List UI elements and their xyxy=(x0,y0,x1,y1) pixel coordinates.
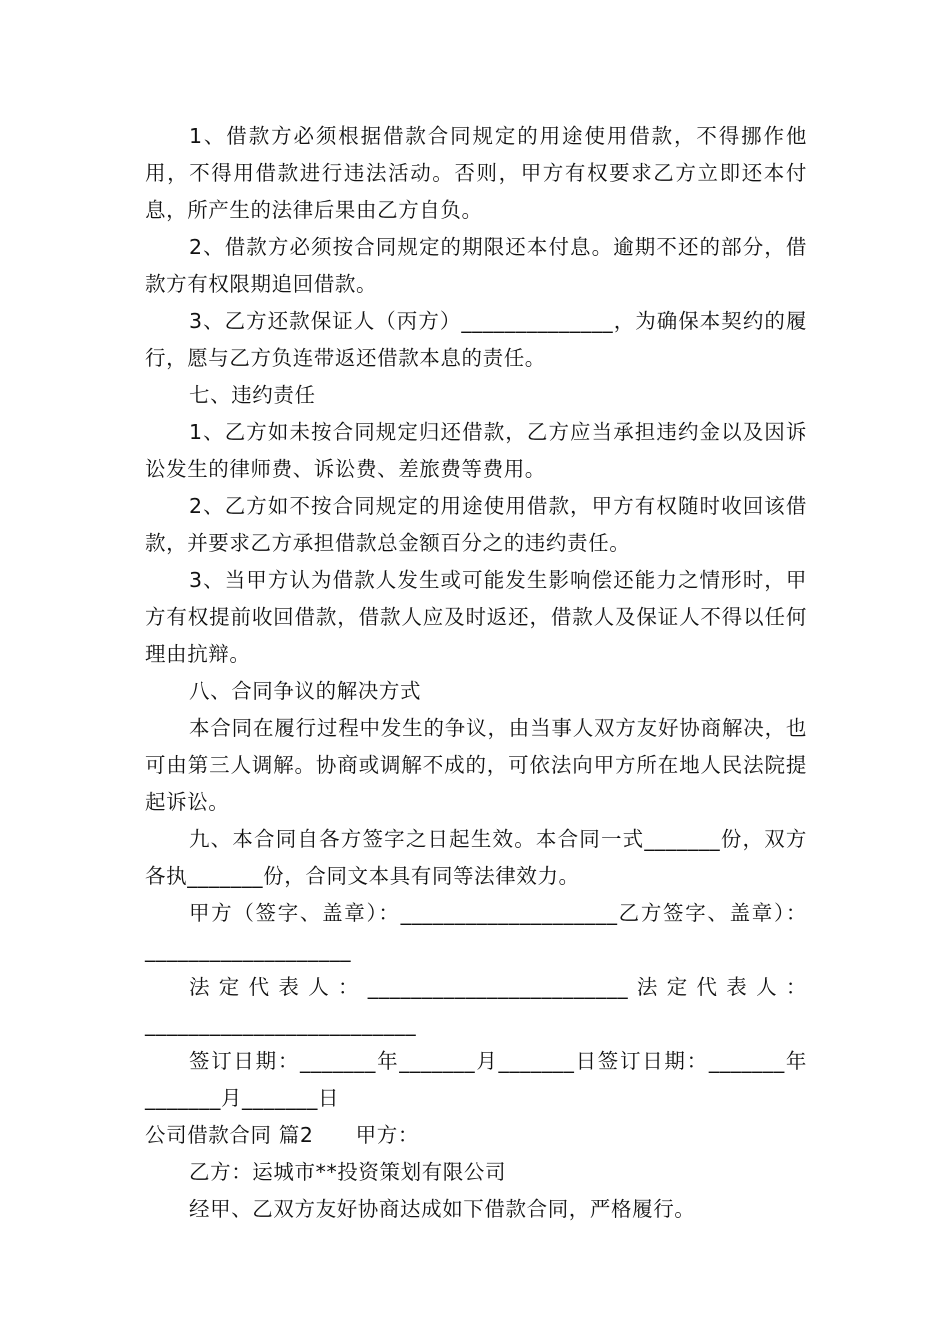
document-body xyxy=(145,118,807,1228)
section-7-heading: 七、违约责任 xyxy=(189,383,316,407)
clause-6-item-2: 2、借款方必须按合同规定的期限还本付息。逾期不还的部分，借款方有权限期追回借款。 xyxy=(145,235,807,296)
agreement-intro: 经甲、乙双方友好协商达成如下借款合同，严格履行。 xyxy=(189,1197,696,1221)
clause-6-item-3: 3、乙方还款保证人（丙方）______________，为确保本契约的履行，愿与乙方负连带返还借款本息的责任。 xyxy=(145,309,807,370)
section-9-body: 九、本合同自各方签字之日起生效。本合同一式_______份，双方各执_______份，合同文本具有同等法律效力。 xyxy=(145,827,807,888)
party-b-line: 乙方：运城市**投资策划有限公司 xyxy=(189,1160,507,1184)
contract-2-heading: 公司借款合同 篇2 甲方： xyxy=(145,1123,419,1147)
section-8-heading: 八、合同争议的解决方式 xyxy=(189,679,422,703)
clause-7-item-1: 1、乙方如未按合同规定归还借款，乙方应当承担违约金以及因诉讼发生的律师费、诉讼费、差旅费等费用。 xyxy=(145,420,807,481)
legal-rep-line: 法定代表人：________________________法定代表人：_________________________ xyxy=(145,975,807,1036)
clause-7-item-2: 2、乙方如不按合同规定的用途使用借款，甲方有权随时收回该借款，并要求乙方承担借款总金额百分之的违约责任。 xyxy=(145,494,807,555)
clause-7-item-3: 3、当甲方认为借款人发生或可能发生影响偿还能力之情形时，甲方有权提前收回借款，借款人应及时返还，借款人及保证人不得以任何理由抗辩。 xyxy=(145,568,807,666)
clause-8-body: 本合同在履行过程中发生的争议，由当事人双方友好协商解决，也可由第三人调解。协商或调解不成的，可依法向甲方所在地人民法院提起诉讼。 xyxy=(145,716,807,814)
clause-6-item-1: 1、借款方必须根据借款合同规定的用途使用借款，不得挪作他用，不得用借款进行违法活动。否则，甲方有权要求乙方立即还本付息，所产生的法律后果由乙方自负。 xyxy=(145,124,807,222)
sign-date-line: 签订日期：_______年_______月_______日签订日期：_______年_______月_______日 xyxy=(145,1049,807,1110)
signature-line: 甲方（签字、盖章）：____________________乙方签字、盖章）：___________________ xyxy=(145,901,807,962)
